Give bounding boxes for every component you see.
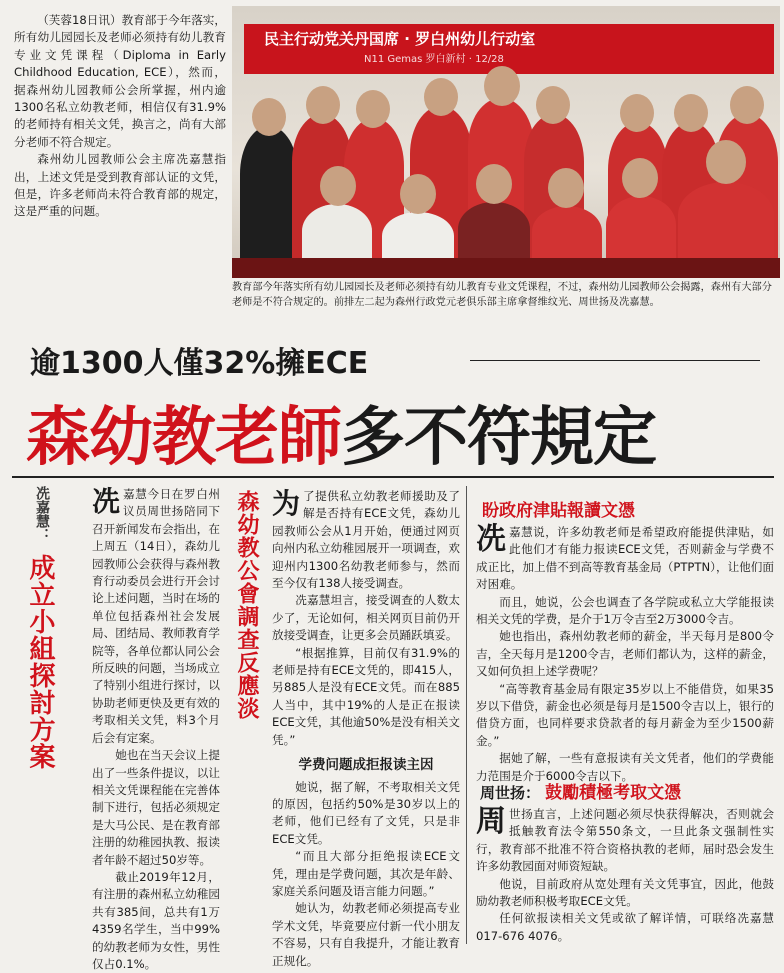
col3-paragraph-3: 她也指出，森州幼教老师的薪金，半天每月是800令吉，全天每月是1200令吉，老师们都认为，这样的薪金，又如何负担上述学费呢？	[476, 629, 774, 679]
col1-initial: 冼	[92, 485, 121, 518]
person-head	[306, 86, 340, 124]
col3-paragraph-4: “高等教育基金局有限定35岁以上不能借贷，如果35岁以下借贷，薪金也必须是每月是1500令吉以上，银行的借贷方面，也同样要求贷款者的每月薪金为至少1500薪金。”	[476, 681, 774, 748]
col2-paragraph-4: 她说，据了解，不考取相关文凭的原因，包括约50%是30岁以上的老师，他们已经有了文凭，只是非ECE文凭。	[272, 779, 460, 846]
main-headline-black: 多不符規定	[341, 401, 656, 475]
table-edge	[232, 258, 780, 278]
col2-paragraph-6: 她认为，幼教老师必须提高专业学术文凭，毕竟要应付新一代小朋友不容易，只有自我提升，才能让教育正规化。	[272, 901, 460, 968]
person-head	[548, 168, 584, 208]
person-head	[622, 158, 658, 198]
main-headline-red: 森幼教老師	[26, 401, 341, 475]
col3-paragraph-2: 而且，她说，公会也调查了各学院或私立大学能报读相关文凭的学费，是介于1万令吉至2万3000令吉。	[476, 594, 774, 627]
col2-text	[272, 488, 460, 970]
person-head	[620, 94, 654, 132]
person-head	[356, 90, 390, 128]
col2-paragraph-5: “而且大部分拒绝报读ECE文凭，理由是学费问题，其次是年龄、家庭关系问题及语言能力问题。”	[272, 849, 460, 898]
col4-first-paragraph: 世扬直言，上述问题必须尽快获得解决，否则就会抵触教育法令第550条文，一旦此条文强制性实行，教育部不批准不符合资格执教的老师，届时恐会发生许多幼教园面对师资短缺。	[476, 807, 774, 874]
col3-first-paragraph: 嘉慧说，许多幼教老师是希望政府能提供津贴，如此他们才有能力报读ECE文凭，否则薪金与学费不成正比，加上借不到高等教育基金局（PTPTN），让他们面对困难。	[476, 525, 774, 592]
intro-paragraph-2: 森州幼儿园教师公会主席冼嘉慧指出，上述文凭是受到教育部认证的文凭，但是，许多老师尚未符合教育部的规定，这是严重的问题。	[14, 152, 226, 219]
col3-paragraph-5: 据她了解，一些有意报读有关文凭者，他们的学费能力范围是介于6000令吉以下。	[476, 751, 774, 783]
col2-paragraph-2: 冼嘉慧坦言，接受调查的人数太少了，无论如何，相关网页目前仍开放接受调查，让更多会员踊跃填妥。	[272, 593, 460, 643]
sub-headline: 逾1300人僅32%擁ECE	[30, 346, 369, 381]
col2-initial: 为	[272, 487, 301, 520]
col3-initial: 冼	[476, 522, 506, 557]
person-head	[320, 166, 356, 206]
person-head	[674, 94, 708, 132]
person-head	[536, 86, 570, 124]
col4-paragraph-2: 他说，目前政府从宽处理有关文凭事宜，因此，他鼓励幼教老师积极考取ECE文凭。	[476, 876, 774, 909]
col2-first-paragraph: 了提供私立幼教老师援助及了解是否持有ECE文凭，森幼儿园教师公会从1月开始，便通过网页向州内私立幼稚园展开一项调查，欢迎州内1300名幼教老师参与，然而至今仅有138人接受调查。	[272, 489, 460, 591]
col1-title: 成立小組探討方案	[25, 554, 55, 770]
sub-headline-rule	[470, 360, 760, 361]
col1-paragraph-3: 截止2019年12月，有注册的森州私立幼稚园共有385间，总共有1万4359名学生，当中99%的幼教老师为女性，男性仅占0.1%。	[92, 869, 220, 971]
col1-text	[92, 486, 220, 973]
intro-text	[14, 12, 226, 221]
col4-paragraph-3: 任何欲报读相关文凭或欲了解详情，可联络冼嘉慧017-676 4076。	[476, 911, 774, 943]
photo-banner	[244, 24, 774, 74]
col2-title: 森幼教公會調查反應淡	[234, 490, 259, 720]
photo-caption: 教育部今年落实所有幼儿园园长及老师必须持有幼儿教育专业文凭课程，不过，森州幼儿园教师公会揭露，森州有大部分老师是不符合规定的。前排左二起为森州行政党元老俱乐部主席拿督维纹光、周世扬及冼嘉慧。	[232, 282, 772, 308]
col2-section-heading: 学费问题成拒报读主因	[298, 757, 434, 774]
col4-initial: 周	[476, 804, 506, 839]
banner-text: 民主行动党关丹国席 · 罗白州幼儿行动室	[264, 30, 536, 48]
col2-paragraph-3: “根据推算，目前仅有31.9%的老师是持有ECE文凭的，即415人，另885人是没有ECE文凭。而在885人当中，其中19%的人是正在报读ECE文凭，其他逾50%是没有相关文凭。”	[272, 645, 460, 747]
col3-title: 盼政府津貼報讀文憑	[482, 501, 635, 521]
col3-text	[476, 524, 774, 785]
person-figure	[240, 126, 298, 278]
person-head	[400, 174, 436, 214]
column-divider	[466, 486, 467, 944]
col4-header	[480, 778, 681, 803]
person-head	[476, 164, 512, 204]
news-photo	[232, 6, 780, 278]
section-divider	[12, 476, 774, 478]
person-head	[424, 78, 458, 116]
person-head	[706, 140, 746, 184]
col4-title: 鼓勵積極考取文憑	[545, 783, 682, 803]
col4-speaker: 周世扬：	[480, 784, 541, 802]
person-head	[730, 86, 764, 124]
col1-speaker: 冼嘉慧：	[34, 486, 50, 542]
main-headline	[26, 386, 656, 478]
col4-text	[476, 806, 774, 945]
intro-paragraph-1: （芙蓉18日讯）教育部于今年落实，所有幼儿园园长及老师必须持有幼儿教育专业文凭课程（Diploma in Early Childhood Education, ECE），然而，据森州幼儿园教师公会所掌握，州内逾1300名私立幼教老师，相信仅有31.9%的老师持有相关文凭，换言之，尚有大部分老师不符合规定。	[14, 13, 226, 149]
person-head	[252, 98, 286, 136]
person-head	[484, 66, 520, 106]
banner-subtext: N11 Gemas 罗白新村 · 12/28	[364, 54, 504, 65]
col1-first-paragraph: 嘉慧今日在罗白州议员周世扬陪同下召开新闻发布会指出，在上周五（14日），森幼儿园教师公会获得与森州教育行动委员会进行开会讨论上述问题，当时在场的单位包括森州社会发展局、团结局、教师教育学院等，各单位都认同公会所反映的问题，当场成立了特别小组进行探讨，以协助老师更快及更有效的考取相关文凭，料3个月后会有定案。	[92, 487, 220, 745]
col1-paragraph-2: 她也在当天会议上提出了一些条件提议，以让相关文凭课程能在完善体制下进行，包括必须规定是大马公民、是在教育部注册的幼稚园执教、报读者年龄不超过50岁等。	[92, 748, 220, 867]
